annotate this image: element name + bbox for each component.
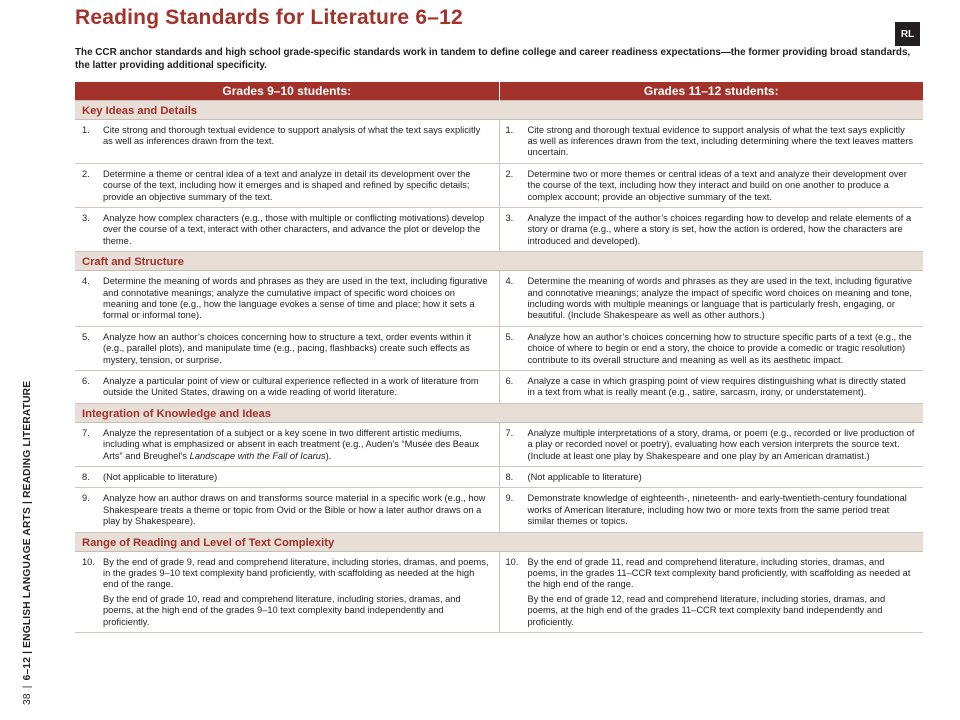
table-row xyxy=(75,326,923,370)
section-title-craft-structure: Craft and Structure xyxy=(75,252,923,271)
standard-text: Cite strong and thorough textual evidence to support analysis of what the text says explicitly as well as inferences drawn from the text, including determining where the text leaves matters uncertain. xyxy=(527,124,913,158)
standard-text: Analyze a case in which grasping point of view requires distinguishing what is directly stated in a text from what is really meant (e.g., satire, sarcasm, irony, or understatement). xyxy=(527,376,906,398)
standard-text xyxy=(103,557,491,628)
cell-grades-9-10 xyxy=(75,422,499,466)
table-row xyxy=(75,271,923,327)
standard-text-part: Analyze the representation of a subject or a key scene in two different artistic mediums, including what is emphasized or absent in each treatment (e.g., Auden’s “Musée des Beaux Arts” and Breughel’s xyxy=(103,427,480,461)
page-number: 38 xyxy=(22,693,33,705)
side-running-label xyxy=(22,381,33,705)
standard-number: 9. xyxy=(82,493,90,504)
side-separator: | xyxy=(22,685,33,689)
side-section-text: 6–12 | ENGLISH LANGUAGE ARTS | READING LITERATURE xyxy=(22,380,33,681)
standard-number: 9. xyxy=(505,493,514,504)
standard-text-part: ). xyxy=(325,450,332,461)
standard-paragraph: By the end of grade 10, read and comprehend literature, including stories, dramas, and poems, at the high end of the grades 9–10 text complexity band independently and proficiently. xyxy=(103,593,461,627)
standard-text: Analyze multiple interpretations of a story, drama, or poem (e.g., recorded or live production of a play or recorded novel or poetry), evaluating how each version interprets the source text. (Include at least one play by Shakespeare and one play by an American dramatist.) xyxy=(527,427,915,461)
section-heading-row xyxy=(75,100,923,119)
table-row xyxy=(75,422,923,466)
section-title-key-ideas: Key Ideas and Details xyxy=(75,100,923,119)
standard-text: Analyze how an author’s choices concerning how to structure specific parts of a text (e.g., the choice of where to begin or end a story, the choice to provide a comedic or tragic resolution) contribute to its overall structure and meaning as well as its aesthetic impact. xyxy=(527,331,912,365)
standard-number: 7. xyxy=(82,427,90,438)
rl-badge: RL xyxy=(895,22,920,46)
standard-number: 2. xyxy=(505,168,514,179)
cell-grades-9-10 xyxy=(75,163,499,207)
section-heading-row xyxy=(75,252,923,271)
intro-paragraph: The CCR anchor standards and high school grade-specific standards work in tandem to define college and career readiness expectations—the former providing broad standards, the latter providing additional specificity. xyxy=(75,47,911,71)
standard-number: 2. xyxy=(82,168,90,179)
standard-number: 8. xyxy=(82,472,90,483)
cell-grades-9-10 xyxy=(75,551,499,632)
standard-number: 7. xyxy=(505,427,514,438)
table-row xyxy=(75,119,923,163)
standard-text xyxy=(103,428,491,462)
standard-number: 3. xyxy=(82,212,90,223)
cell-grades-11-12 xyxy=(499,163,923,207)
section-heading-row xyxy=(75,403,923,422)
standard-paragraph: By the end of grade 11, read and comprehend literature, including stories, dramas, and poems, in the grades 11–CCR text complexity band proficiently, with scaffolding as needed at the high end of the range. xyxy=(527,556,911,590)
standard-number: 4. xyxy=(82,276,90,287)
cell-grades-11-12 xyxy=(499,119,923,163)
cell-grades-9-10 xyxy=(75,271,499,327)
standard-number: 6. xyxy=(505,376,514,386)
standard-text: Demonstrate knowledge of eighteenth-, nineteenth- and early-twentieth-century foundational works of American literature, including how two or more texts from the same period treat similar themes or topics. xyxy=(527,493,907,527)
standard-text: Analyze the impact of the author’s choices regarding how to develop and relate elements of a story or drama (e.g., where a story is set, how the action is ordered, how the characters are introduced and developed). xyxy=(527,212,912,246)
header-grades-11-12: Grades 11–12 students: xyxy=(499,82,923,100)
standard-number: 5. xyxy=(505,331,514,342)
cell-grades-11-12 xyxy=(499,326,923,370)
cell-grades-9-10 xyxy=(75,488,499,532)
cell-grades-9-10 xyxy=(75,207,499,251)
standard-number: 3. xyxy=(505,212,514,223)
table-row xyxy=(75,163,923,207)
standard-number: 1. xyxy=(505,124,514,135)
standard-text: Analyze a particular point of view or cultural experience reflected in a work of literature from outside the United States, drawing on a wide reading of world literature. xyxy=(103,376,479,398)
page-title: Reading Standards for Literature 6–12 xyxy=(75,6,463,29)
standard-text: Analyze how an author draws on and transforms source material in a specific work (e.g., how Shakespeare treats a theme or topic from Ovid or the Bible or how a later author draws on a play by Shakespeare). xyxy=(103,493,486,527)
table-row xyxy=(75,207,923,251)
cell-grades-11-12 xyxy=(499,422,923,466)
table-row xyxy=(75,371,923,404)
cell-grades-11-12 xyxy=(499,371,923,404)
standard-text xyxy=(528,557,916,628)
table-row xyxy=(75,551,923,632)
standard-number: 1. xyxy=(82,124,90,135)
standard-text: Determine the meaning of words and phrases as they are used in the text, including figurative and connotative meanings; analyze the impact of specific word choices on meaning and tone, including words with multiple meanings or language that is particularly fresh, engaging, or beautiful. (Include Shakespeare as well as other authors.) xyxy=(527,276,913,321)
standard-text: Cite strong and thorough textual evidence to support analysis of what the text says explicitly as well as inferences drawn from the text. xyxy=(103,124,481,146)
standard-paragraph: By the end of grade 9, read and comprehend literature, including stories, dramas, and poems, in the grades 9–10 text complexity band proficiently, with scaffolding as needed at the high end of the range. xyxy=(103,556,489,590)
cell-grades-9-10 xyxy=(75,326,499,370)
standards-table xyxy=(75,82,923,633)
table-row xyxy=(75,488,923,532)
header-grades-9-10: Grades 9–10 students: xyxy=(75,82,499,100)
cell-grades-9-10 xyxy=(75,467,499,488)
standard-number: 6. xyxy=(82,376,90,386)
cell-grades-11-12 xyxy=(499,488,923,532)
standard-text: Determine two or more themes or central ideas of a text and analyze their development over the course of the text, including how they interact and build on one another to produce a complex account; provide an objective summary of the text. xyxy=(527,168,907,202)
cell-grades-11-12 xyxy=(499,207,923,251)
standard-text: (Not applicable to literature) xyxy=(103,472,218,483)
standard-number: 10. xyxy=(505,556,519,567)
standard-text: (Not applicable to literature) xyxy=(527,472,642,483)
table-row xyxy=(75,467,923,488)
artwork-title: Landscape with the Fall of Icarus xyxy=(189,450,326,461)
standard-text: Analyze how complex characters (e.g., those with multiple or conflicting motivations) develop over the course of a text, interact with other characters, and advance the plot or develop the theme. xyxy=(103,212,485,246)
section-heading-row xyxy=(75,532,923,551)
cell-grades-9-10 xyxy=(75,371,499,404)
standard-paragraph: By the end of grade 12, read and comprehend literature, including stories, dramas, and poems, at the high end of the grades 11–CCR text complexity band independently and proficiently. xyxy=(527,593,886,627)
standard-number: 5. xyxy=(82,331,90,342)
section-title-integration: Integration of Knowledge and Ideas xyxy=(75,403,923,422)
cell-grades-11-12 xyxy=(499,551,923,632)
standard-number: 4. xyxy=(505,276,514,287)
standard-text: Determine the meaning of words and phrases as they are used in the text, including figurative and connotative meanings; analyze the cumulative impact of specific word choices on meaning and tone (e.g., how the language evokes a sense of time and place; how it sets a formal or informal tone). xyxy=(103,276,488,321)
standard-number: 8. xyxy=(505,472,514,483)
cell-grades-11-12 xyxy=(499,271,923,327)
standard-text: Determine a theme or central idea of a text and analyze in detail its development over the course of the text, including how it emerges and is shaped and refined by specific details; provide an objective summary of the text. xyxy=(103,168,471,202)
section-title-range-of-reading: Range of Reading and Level of Text Complexity xyxy=(75,532,923,551)
standard-text: Analyze how an author’s choices concerning how to structure a text, order events within it (e.g., parallel plots), and manipulate time (e.g., pacing, flashbacks) create such effects as mystery, tension, or surprise. xyxy=(103,331,472,365)
table-header-row xyxy=(75,82,923,100)
cell-grades-9-10 xyxy=(75,119,499,163)
standard-number: 10. xyxy=(82,556,95,567)
cell-grades-11-12 xyxy=(499,467,923,488)
